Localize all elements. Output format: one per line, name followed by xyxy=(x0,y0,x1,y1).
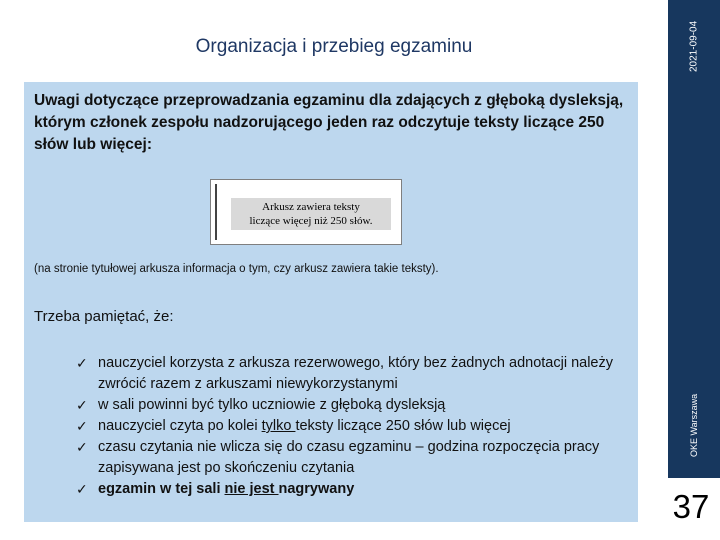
check-icon: ✓ xyxy=(76,481,88,497)
bullet-text: nauczyciel korzysta z arkusza rezerwowego, który bez żadnych adnotacji należy zwrócić razem z arkuszami niewykorzystanymi xyxy=(98,355,613,392)
sheet-info-figure xyxy=(210,179,402,245)
bullet-text-underlined: tylko xyxy=(261,418,296,434)
check-icon: ✓ xyxy=(76,439,88,455)
date-label: 2021-09-04 xyxy=(688,20,700,72)
bullet-list xyxy=(76,353,636,500)
list-item xyxy=(76,416,636,437)
bullet-text-start: egzamin w tej sali xyxy=(98,481,225,497)
remember-heading: Trzeba pamiętać, że: xyxy=(34,308,174,325)
list-item xyxy=(76,479,636,500)
list-item xyxy=(76,437,636,479)
bullet-text-underlined: nie jest xyxy=(224,481,279,497)
bullet-text: czasu czytania nie wlicza się do czasu egzaminu – godzina rozpoczęcia pracy zapisywana jest po skończeniu czytania xyxy=(98,439,600,476)
bullet-text-end: teksty liczące 250 słów lub więcej xyxy=(295,418,511,434)
figure-caption: (na stronie tytułowej arkusza informacja o tym, czy arkusz zawiera takie teksty). xyxy=(34,263,439,275)
figure-line-2: liczące więcej niż 250 słów. xyxy=(249,215,373,227)
slide-title: Organizacja i przebieg egzaminu xyxy=(195,36,473,57)
bullet-text-start: nauczyciel czyta po kolei xyxy=(98,418,262,434)
check-icon: ✓ xyxy=(76,397,88,413)
page-number: 37 xyxy=(672,488,710,525)
bullet-text: w sali powinni być tylko uczniowie z głęboką dysleksją xyxy=(98,397,446,413)
bullet-text-end: nagrywany xyxy=(278,481,355,497)
organization-label: OKE Warszawa xyxy=(689,393,699,457)
list-item xyxy=(76,353,636,395)
figure-notice-box xyxy=(231,198,391,230)
figure-line-1: Arkusz zawiera teksty xyxy=(262,201,360,213)
intro-text: Uwagi dotyczące przeprowadzania egzaminu dla zdających z głęboką dysleksją, którym członek zespołu nadzorującego jeden raz odczytuje teksty liczące 250 słów lub więcej: xyxy=(34,92,624,153)
content-panel xyxy=(24,82,638,522)
figure-frame xyxy=(215,184,399,240)
check-icon: ✓ xyxy=(76,418,88,434)
check-icon: ✓ xyxy=(76,355,88,371)
list-item xyxy=(76,395,636,416)
